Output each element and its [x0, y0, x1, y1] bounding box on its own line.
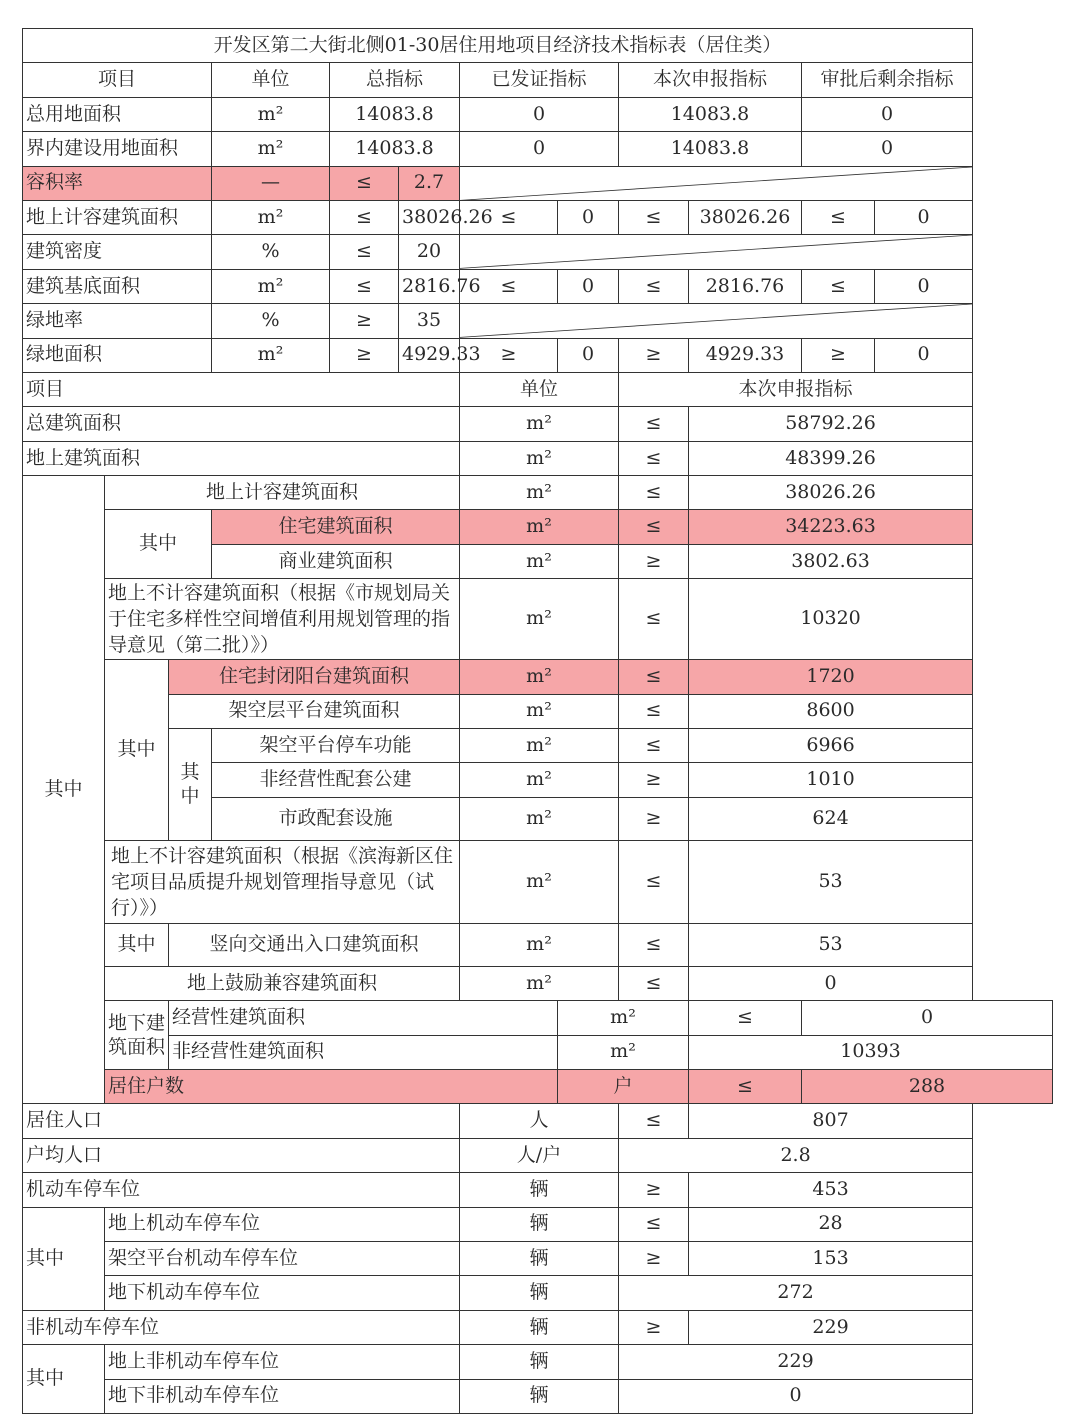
row-unit: m²	[460, 763, 619, 797]
row-label: 竖向交通出入口建筑面积	[169, 923, 460, 966]
diagonal-cell	[460, 304, 973, 338]
row-op: ≤	[619, 407, 689, 441]
row-label: 绿地率	[23, 304, 212, 338]
sub-header-row	[23, 372, 1053, 406]
table-row	[23, 840, 1053, 923]
table-row	[23, 660, 1053, 694]
row-label: 地上计容建筑面积	[23, 200, 212, 234]
row-op: ≤	[619, 694, 689, 728]
title-row	[23, 29, 1053, 63]
row-value: 229	[689, 1310, 973, 1344]
row-op: ≤	[619, 966, 689, 1000]
row-unit: 人/户	[460, 1138, 619, 1172]
row-op: ≤	[460, 269, 558, 303]
row-value: 3802.63	[689, 544, 973, 578]
row-value: 53	[689, 840, 973, 923]
row-value: 0	[619, 1379, 973, 1413]
row-unit: m²	[460, 476, 619, 510]
row-value: 807	[689, 1104, 973, 1138]
row-op: ≤	[460, 200, 558, 234]
row-op: ≤	[330, 235, 399, 269]
row-value: 1720	[689, 660, 973, 694]
table-row	[23, 200, 1053, 234]
row-op: ≥	[330, 338, 399, 372]
header-issued: 已发证指标	[460, 63, 619, 97]
header-item: 项目	[23, 63, 212, 97]
row-value: 153	[689, 1241, 973, 1275]
row-label: 地下非机动车停车位	[105, 1379, 460, 1413]
table-row	[23, 579, 1053, 660]
sub-header-unit: 单位	[460, 372, 619, 406]
row-unit: m²	[212, 132, 330, 166]
table-row	[23, 510, 1053, 544]
row-unit: m²	[460, 510, 619, 544]
table-row	[23, 923, 1053, 966]
row-value: 8600	[689, 694, 973, 728]
row-label: 地上不计容建筑面积（根据《滨海新区住宅项目品质提升规划管理指导意见（试行）》）	[105, 840, 460, 923]
row-label: 总用地面积	[23, 97, 212, 131]
row-current: 4929.33	[689, 338, 802, 372]
row-value: 10320	[689, 579, 973, 660]
row-op: ≤	[619, 441, 689, 475]
row-unit: 辆	[460, 1276, 619, 1310]
row-op: ≤	[619, 200, 689, 234]
row-value: 1010	[689, 763, 973, 797]
row-label: 经营性建筑面积	[169, 1001, 558, 1035]
row-unit: 辆	[460, 1379, 619, 1413]
table-row	[23, 304, 1053, 338]
row-unit: m²	[460, 797, 619, 840]
row-value: 229	[619, 1345, 973, 1379]
table-row	[23, 441, 1053, 475]
row-op: ≥	[619, 338, 689, 372]
row-unit: m²	[460, 729, 619, 763]
table-row	[23, 1207, 1053, 1241]
row-unit: m²	[460, 840, 619, 923]
row-op: ≤	[802, 269, 875, 303]
table-row	[23, 1104, 1053, 1138]
row-value: 20	[399, 235, 460, 269]
row-op: ≤	[619, 579, 689, 660]
table-row	[23, 1138, 1053, 1172]
row-op: ≥	[619, 797, 689, 840]
row-label: 户均人口	[23, 1138, 460, 1172]
table-row	[23, 1379, 1053, 1413]
row-label: 商业建筑面积	[212, 544, 460, 578]
row-value: 2.8	[619, 1138, 973, 1172]
row-label: 居住人口	[23, 1104, 460, 1138]
header-unit: 单位	[212, 63, 330, 97]
header-current: 本次申报指标	[619, 63, 802, 97]
group-label-among: 其中	[23, 1345, 105, 1414]
row-unit: 辆	[460, 1207, 619, 1241]
group-label-underground: 地下建 筑面积	[105, 1001, 169, 1070]
row-op: ≥	[330, 304, 399, 338]
row-label: 地上不计容建筑面积（根据《市规划局关于住宅多样性空间增值利用规划管理的指导意见（第二批）》）	[105, 579, 460, 660]
row-total: 2816.76	[399, 269, 460, 303]
row-value: 288	[802, 1069, 1053, 1103]
row-op: ≥	[619, 1173, 689, 1207]
row-unit: m²	[460, 660, 619, 694]
far-unit: —	[212, 166, 330, 200]
row-op: ≤	[619, 510, 689, 544]
row-op: ≤	[619, 923, 689, 966]
row-label: 架空层平台建筑面积	[169, 694, 460, 728]
row-unit: m²	[558, 1001, 689, 1035]
row-unit: m²	[212, 97, 330, 131]
far-op: ≤	[330, 166, 399, 200]
table-row	[23, 694, 1053, 728]
row-op: ≤	[619, 660, 689, 694]
row-value: 10393	[689, 1035, 1053, 1069]
row-label: 建筑密度	[23, 235, 212, 269]
group-label-among-vertical: 其 中	[169, 729, 212, 841]
sub-header-item: 项目	[23, 372, 460, 406]
row-unit: m²	[460, 966, 619, 1000]
row-unit: m²	[460, 579, 619, 660]
row-current: 2816.76	[689, 269, 802, 303]
row-label: 市政配套设施	[212, 797, 460, 840]
row-unit: 辆	[460, 1241, 619, 1275]
row-op: ≥	[619, 763, 689, 797]
row-op: ≥	[802, 338, 875, 372]
group-label-among: 其中	[105, 660, 169, 841]
table-row	[23, 1241, 1053, 1275]
row-value: 0	[802, 1001, 1053, 1035]
row-unit: 辆	[460, 1310, 619, 1344]
row-unit: %	[212, 235, 330, 269]
group-label-among: 其中	[105, 923, 169, 966]
row-issued: 0	[558, 200, 619, 234]
row-label: 架空平台机动车停车位	[105, 1241, 460, 1275]
table-row	[23, 1345, 1053, 1379]
row-value: 34223.63	[689, 510, 973, 544]
row-total: 14083.8	[330, 132, 460, 166]
table-row	[23, 1069, 1053, 1103]
row-value: 58792.26	[689, 407, 973, 441]
row-label: 绿地面积	[23, 338, 212, 372]
table-row	[23, 338, 1053, 372]
row-label: 住宅建筑面积	[212, 510, 460, 544]
row-value: 624	[689, 797, 973, 840]
row-op: ≤	[619, 476, 689, 510]
row-label: 机动车停车位	[23, 1173, 460, 1207]
row-op: ≤	[802, 200, 875, 234]
table-row	[23, 166, 1053, 200]
row-unit: m²	[558, 1035, 689, 1069]
row-label: 非机动车停车位	[23, 1310, 460, 1344]
table-title: 开发区第二大街北侧01-30居住用地项目经济技术指标表（居住类）	[23, 29, 973, 63]
table-row	[23, 1001, 1053, 1035]
row-unit: %	[212, 304, 330, 338]
row-op: ≤	[619, 1104, 689, 1138]
row-current: 38026.26	[689, 200, 802, 234]
header-row	[23, 63, 1053, 97]
indicator-sheet	[22, 28, 1053, 1407]
row-op: ≤	[330, 269, 399, 303]
row-label: 地上鼓励兼容建筑面积	[105, 966, 460, 1000]
row-current: 14083.8	[619, 97, 802, 131]
row-op: ≥	[619, 544, 689, 578]
row-label: 非经营性建筑面积	[169, 1035, 558, 1069]
row-remaining: 0	[802, 132, 973, 166]
far-value: 2.7	[399, 166, 460, 200]
row-remaining: 0	[875, 338, 973, 372]
row-value: 35	[399, 304, 460, 338]
row-issued: 0	[558, 269, 619, 303]
row-op: ≤	[689, 1069, 802, 1103]
row-unit: 人	[460, 1104, 619, 1138]
row-op: ≥	[619, 1241, 689, 1275]
row-total: 4929.33	[399, 338, 460, 372]
row-unit: m²	[460, 923, 619, 966]
row-value: 453	[689, 1173, 973, 1207]
sub-header-current: 本次申报指标	[619, 372, 973, 406]
row-op: ≤	[619, 269, 689, 303]
row-op: ≤	[619, 1207, 689, 1241]
table-row	[23, 1276, 1053, 1310]
row-label: 地上机动车停车位	[105, 1207, 460, 1241]
row-value: 53	[689, 923, 973, 966]
far-label: 容积率	[23, 166, 212, 200]
table-row	[23, 476, 1053, 510]
row-remaining: 0	[802, 97, 973, 131]
table-row	[23, 235, 1053, 269]
row-op: ≤	[689, 1001, 802, 1035]
row-current: 14083.8	[619, 132, 802, 166]
row-issued: 0	[460, 97, 619, 131]
row-label: 地上计容建筑面积	[105, 476, 460, 510]
row-value: 38026.26	[689, 476, 973, 510]
row-unit: m²	[212, 338, 330, 372]
row-remaining: 0	[875, 269, 973, 303]
row-unit: m²	[460, 694, 619, 728]
row-value: 0	[689, 966, 973, 1000]
table-row	[23, 1310, 1053, 1344]
row-label: 架空平台停车功能	[212, 729, 460, 763]
row-unit: m²	[212, 269, 330, 303]
row-value: 48399.26	[689, 441, 973, 475]
row-op: ≤	[619, 729, 689, 763]
group-label-among: 其中	[23, 1207, 105, 1310]
row-value: 6966	[689, 729, 973, 763]
table-row	[23, 132, 1053, 166]
row-unit: 辆	[460, 1345, 619, 1379]
row-unit: m²	[460, 407, 619, 441]
table-row	[23, 729, 1053, 763]
row-remaining: 0	[875, 200, 973, 234]
table-row	[23, 97, 1053, 131]
row-label: 地下机动车停车位	[105, 1276, 460, 1310]
row-label: 住宅封闭阳台建筑面积	[169, 660, 460, 694]
header-remaining: 审批后剩余指标	[802, 63, 973, 97]
row-unit: m²	[460, 544, 619, 578]
row-label: 地上非机动车停车位	[105, 1345, 460, 1379]
table-row	[23, 407, 1053, 441]
row-label: 非经营性配套公建	[212, 763, 460, 797]
row-total: 38026.26	[399, 200, 460, 234]
table-row	[23, 269, 1053, 303]
row-issued: 0	[460, 132, 619, 166]
row-label: 界内建设用地面积	[23, 132, 212, 166]
group-label-among: 其中	[105, 510, 212, 579]
row-unit: 辆	[460, 1173, 619, 1207]
row-total: 14083.8	[330, 97, 460, 131]
row-issued: 0	[558, 338, 619, 372]
diagonal-cell	[460, 166, 973, 200]
table-row	[23, 1173, 1053, 1207]
row-unit: m²	[212, 200, 330, 234]
row-unit: m²	[460, 441, 619, 475]
group-label-among: 其中	[23, 476, 105, 1104]
table-row	[23, 966, 1053, 1000]
indicator-table	[22, 28, 1053, 1414]
row-value: 272	[619, 1276, 973, 1310]
row-label: 居住户数	[105, 1069, 558, 1103]
row-value: 28	[689, 1207, 973, 1241]
row-label: 地上建筑面积	[23, 441, 460, 475]
row-label: 建筑基底面积	[23, 269, 212, 303]
row-unit: 户	[558, 1069, 689, 1103]
row-label: 总建筑面积	[23, 407, 460, 441]
row-op: ≥	[460, 338, 558, 372]
row-op: ≤	[330, 200, 399, 234]
table-row	[23, 1035, 1053, 1069]
header-total: 总指标	[330, 63, 460, 97]
row-op: ≥	[619, 1310, 689, 1344]
diagonal-cell	[460, 235, 973, 269]
row-op: ≤	[619, 840, 689, 923]
